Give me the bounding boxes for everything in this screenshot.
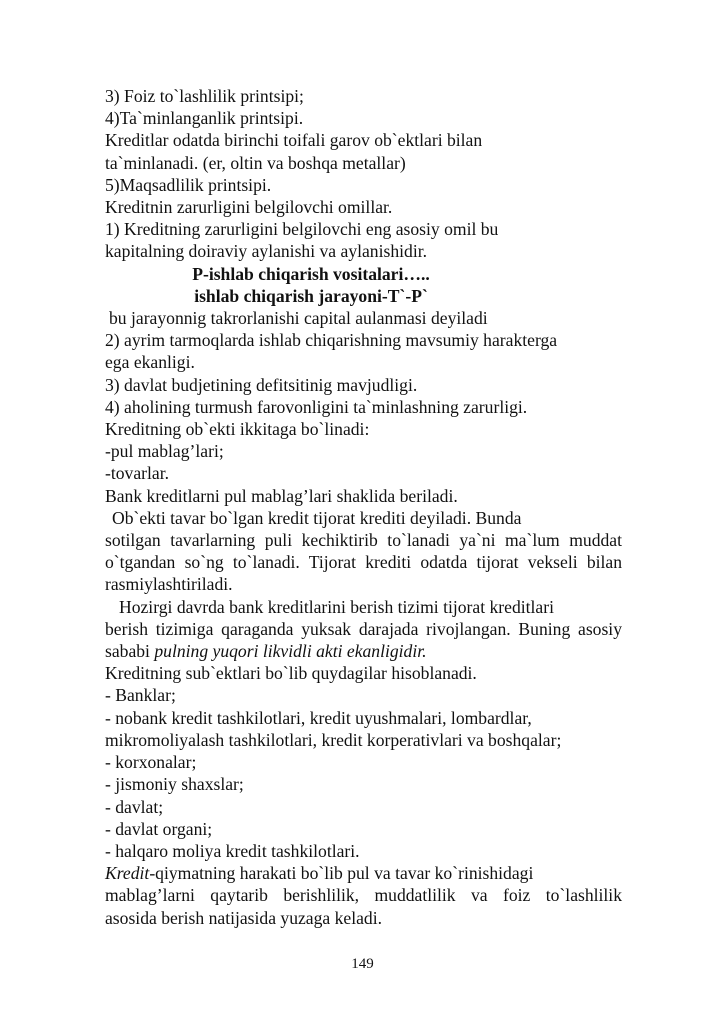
text-line-justified: mablag’larni qaytarib berishlilik, muddatlilik va foiz to`lashlilik — [105, 885, 622, 906]
text-line-justified: 1) Kreditning zarurligini belgilovchi eng asosiy omil bu — [105, 219, 499, 240]
text-line-continuation: ta`minlanadi. (er, oltin va boshqa metallar) — [105, 152, 406, 173]
text-line: 3) Foiz to`lashlilik printsipi; — [105, 86, 304, 106]
formula-heading: ishlab chiqarish jarayoni-T`-P` — [194, 285, 428, 306]
list-item: - davlat organi; — [105, 818, 213, 839]
text-line: 5)Maqsadlilik printsipi. — [105, 174, 272, 195]
list-item-justified: - nobank kredit tashkilotlari, kredit uyushmalari, lombardlar, — [105, 707, 532, 728]
formula-heading: P-ishlab chiqarish vositalari….. — [192, 263, 430, 284]
text-line-justified: Ob`ekti tavar bo`lgan kredit tijorat krediti deyiladi. Bunda — [112, 507, 522, 528]
text-line: bu jarayonnig takrorlanishi capital aulanmasi deyiladi — [109, 308, 488, 329]
text-span: sababi — [105, 641, 155, 662]
list-item: - davlat; — [105, 796, 164, 817]
list-item: - Banklar; — [105, 685, 176, 706]
text-line: -tovarlar. — [105, 463, 169, 484]
list-item: - korxonalar; — [105, 752, 197, 773]
text-line: -pul mablag’lari; — [105, 441, 224, 462]
text-span: -qiymatning harakati bo`lib pul va tavar ko`rinishidagi — [149, 863, 534, 884]
text-line-continuation: asosida berish natijasida yuzaga keladi. — [105, 907, 383, 928]
text-line-continuation: rasmiylashtiriladi. — [105, 574, 233, 595]
text-line-justified: sotilgan tavarlarning puli kechiktirib to`lanadi ya`ni ma`lum muddat — [105, 530, 622, 551]
document-body — [105, 85, 622, 929]
text-line: 3) davlat budjetining defitsitinig mavjudligi. — [105, 374, 418, 395]
list-item: - jismoniy shaxslar; — [105, 774, 244, 795]
text-line: 4)Ta`minlanganlik printsipi. — [105, 108, 304, 129]
text-line: Kreditning sub`ektlari bo`lib quydagilar hisoblanadi. — [105, 663, 477, 684]
text-line-continuation: ega ekanligi. — [105, 352, 195, 373]
text-line-continuation — [105, 640, 622, 662]
text-line-justified: Hozirgi davrda bank kreditlarini berish tizimi tijorat kreditlari — [119, 596, 554, 617]
page-number: 149 — [351, 956, 374, 972]
text-line-justified: o`tgandan so`ng to`lanadi. Tijorat krediti odatda tijorat vekseli bilan — [105, 552, 622, 573]
text-line: 4) aholining turmush farovonligini ta`minlashning zarurligi. — [105, 396, 528, 417]
italic-text-span: Kredit — [105, 863, 150, 884]
text-line-continuation: kapitalning doiraviy aylanishi va aylanishidir. — [105, 241, 427, 262]
text-line-justified: Kreditlar odatda birinchi toifali garov ob`ektlari bilan — [105, 130, 483, 151]
list-item-continuation: mikromoliyalash tashkilotlari, kredit korperativlari va boshqalar; — [105, 729, 562, 750]
text-line: Bank kreditlarni pul mablag’lari shaklida beriladi. — [105, 485, 458, 506]
text-line-justified — [105, 862, 622, 884]
italic-text-span: pulning yuqori likvidli akti ekanligidir. — [154, 641, 427, 662]
text-line: Kreditnin zarurligini belgilovchi omillar. — [105, 197, 393, 218]
text-line: Kreditning ob`ekti ikkitaga bo`linadi: — [105, 419, 370, 440]
text-line-justified: berish tizimiga qaraganda yuksak darajada rivojlangan. Buning asosiy — [105, 618, 622, 639]
list-item: - halqaro moliya kredit tashkilotlari. — [105, 840, 360, 861]
text-line-justified: 2) ayrim tarmoqlarda ishlab chiqarishning mavsumiy harakterga — [105, 330, 558, 351]
